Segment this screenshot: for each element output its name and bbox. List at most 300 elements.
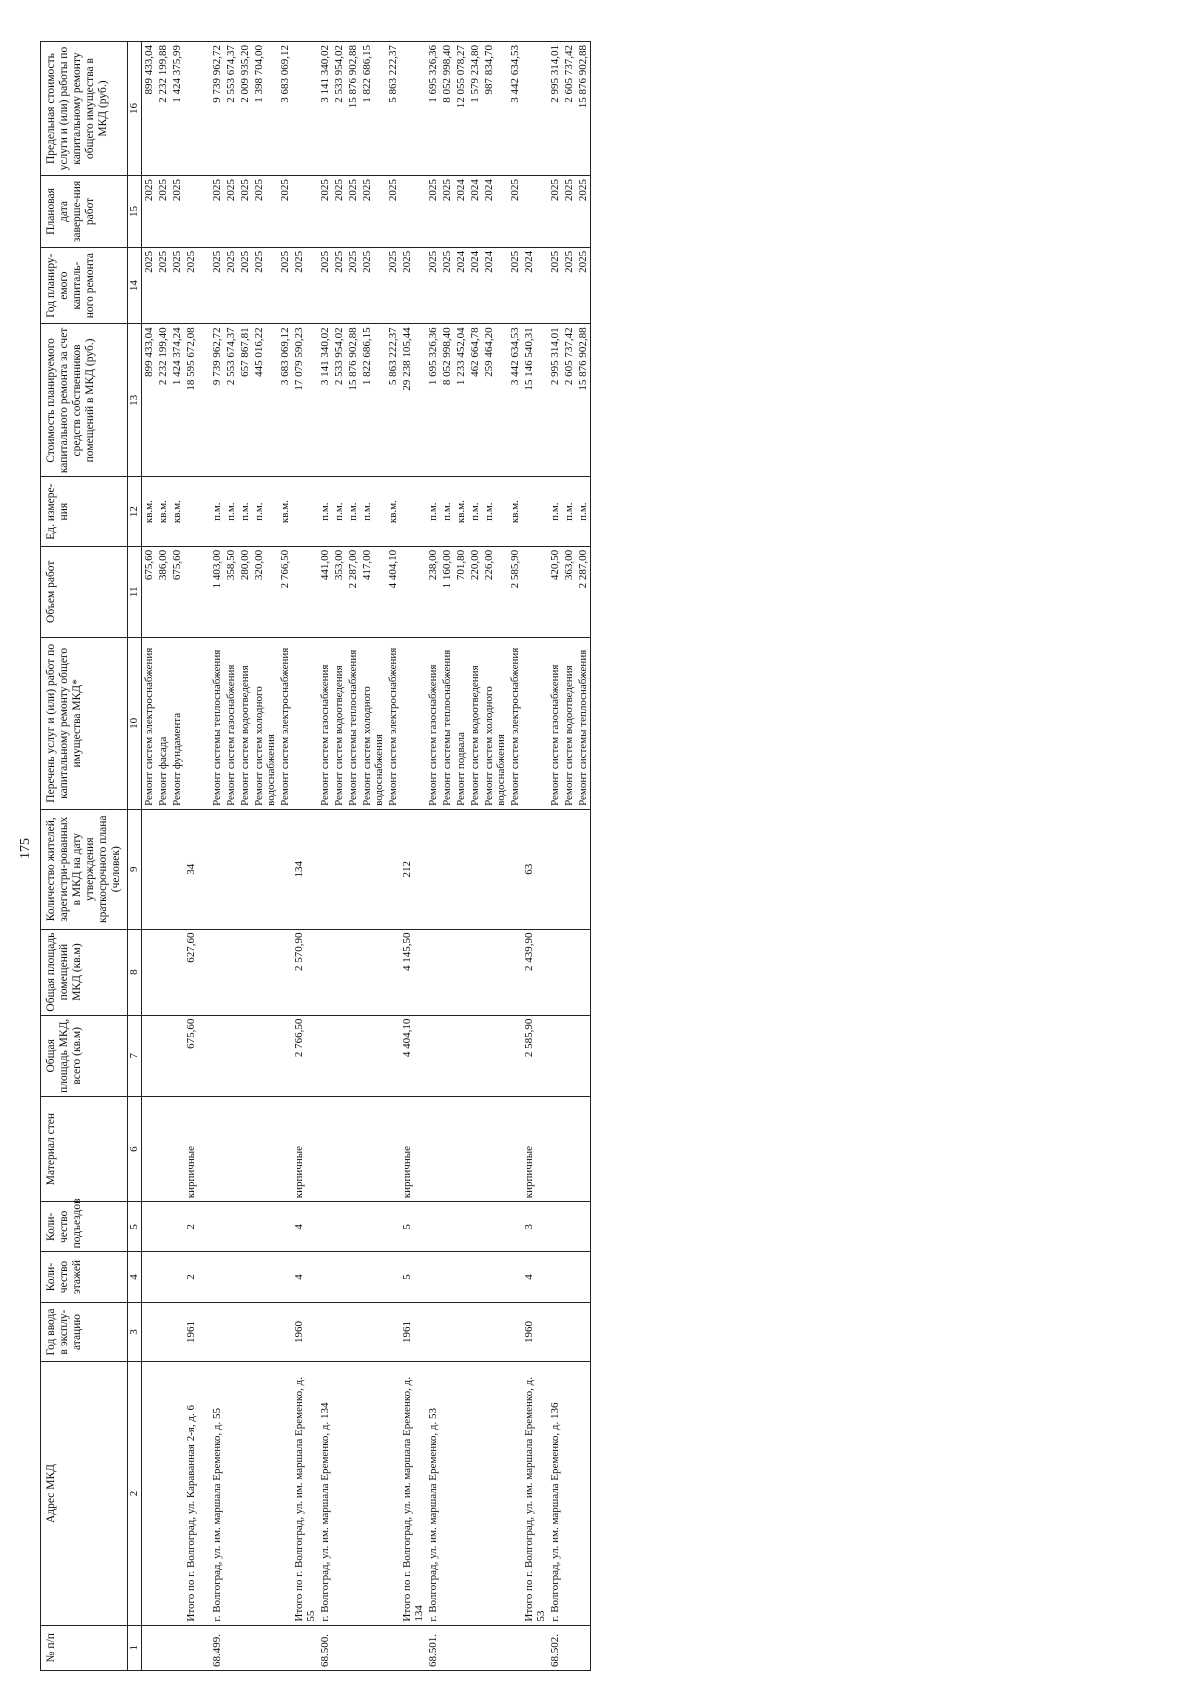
table-cell xyxy=(468,1362,482,1625)
table-row xyxy=(482,42,508,1671)
table-cell xyxy=(400,176,426,248)
table-cell xyxy=(468,929,482,1015)
table-row xyxy=(454,42,468,1671)
table-cell xyxy=(292,546,318,637)
table-cell xyxy=(508,1625,522,1670)
table-cell xyxy=(562,1015,576,1096)
table-cell: 462 664,78 xyxy=(468,324,482,477)
column-header-9: Количество жителей, зарегистри-рованных в МКД на дату утверждения краткосрочного плана (человек) xyxy=(41,809,128,929)
table-cell xyxy=(548,1302,562,1362)
table-cell xyxy=(332,1362,346,1625)
table-cell xyxy=(548,929,562,1015)
table-cell: 4 xyxy=(292,1252,318,1302)
column-number-5: 5 xyxy=(128,1202,142,1252)
table-cell: 2 xyxy=(184,1252,210,1302)
table-cell: кв.м. xyxy=(386,477,400,546)
table-cell: 212 xyxy=(400,809,426,929)
table-cell xyxy=(346,1015,360,1096)
table-cell: 386,00 xyxy=(156,546,170,637)
table-cell: 2025 xyxy=(426,247,440,324)
table-cell: п.м. xyxy=(346,477,360,546)
column-number-6: 6 xyxy=(128,1096,142,1201)
table-cell xyxy=(360,1302,386,1362)
table-cell xyxy=(522,176,548,248)
table-cell: 2 232 199,88 xyxy=(156,42,170,176)
table-cell: 2025 xyxy=(252,176,278,248)
table-cell xyxy=(184,1625,210,1670)
table-cell xyxy=(576,1202,591,1252)
table-cell: 1 695 326,36 xyxy=(426,42,440,176)
table-cell xyxy=(548,1015,562,1096)
table-cell: кирпичные xyxy=(184,1096,210,1201)
table-cell: 2025 xyxy=(562,176,576,248)
table-cell: 2025 xyxy=(210,247,224,324)
table-cell xyxy=(562,1202,576,1252)
table-cell: 2 585,90 xyxy=(522,1015,548,1096)
table-cell: кирпичные xyxy=(292,1096,318,1201)
table-cell: Итого по г. Волгоград, ул. Караванная 2-я, д. 6 xyxy=(184,1362,210,1625)
table-cell xyxy=(562,1302,576,1362)
table-cell: 320,00 xyxy=(252,546,278,637)
table-cell: 1 424 375,99 xyxy=(170,42,184,176)
table-row xyxy=(238,42,252,1671)
table-cell: Ремонт систем газоснабжения xyxy=(426,637,440,809)
table-cell xyxy=(576,1015,591,1096)
column-header-3: Год ввода в эксплу-атацию xyxy=(41,1302,128,1362)
table-cell xyxy=(292,176,318,248)
table-cell xyxy=(278,1362,292,1625)
table-cell: 2025 xyxy=(386,176,400,248)
table-cell xyxy=(184,637,210,809)
table-cell: 899 433,04 xyxy=(142,42,157,176)
table-cell: 2025 xyxy=(346,176,360,248)
table-cell xyxy=(454,1625,468,1670)
table-cell xyxy=(156,1625,170,1670)
table-cell xyxy=(440,1252,454,1302)
table-cell xyxy=(386,929,400,1015)
table-cell: 8 052 998,40 xyxy=(440,42,454,176)
table-cell xyxy=(346,1252,360,1302)
table-cell xyxy=(482,929,508,1015)
table-cell: 2025 xyxy=(252,247,278,324)
table-cell xyxy=(508,1362,522,1625)
table-cell xyxy=(360,1362,386,1625)
table-cell: 2025 xyxy=(170,176,184,248)
table-cell: г. Волгоград, ул. им. маршала Еременко, д. 55 xyxy=(210,1362,224,1625)
table-cell xyxy=(400,1625,426,1670)
table-cell xyxy=(238,1096,252,1201)
table-cell xyxy=(224,1202,238,1252)
table-row xyxy=(386,42,400,1671)
table-cell: 5 xyxy=(400,1252,426,1302)
column-header-4: Коли-чество этажей xyxy=(41,1252,128,1302)
table-cell xyxy=(238,1362,252,1625)
table-cell xyxy=(482,1096,508,1201)
table-cell xyxy=(468,809,482,929)
table-cell: 4 404,10 xyxy=(400,1015,426,1096)
table-cell xyxy=(508,1096,522,1201)
table-cell: 2 585,90 xyxy=(508,546,522,637)
table-cell xyxy=(224,809,238,929)
table-row xyxy=(508,42,522,1671)
table-cell: 2 533 954,02 xyxy=(332,324,346,477)
table-cell: 68.501. xyxy=(426,1625,440,1670)
table-cell: 15 876 902,88 xyxy=(576,324,591,477)
table-cell: 1961 xyxy=(184,1302,210,1362)
table-cell xyxy=(170,1302,184,1362)
table-cell xyxy=(454,1252,468,1302)
table-cell xyxy=(386,1252,400,1302)
table-cell: 63 xyxy=(522,809,548,929)
table-cell: 2 766,50 xyxy=(278,546,292,637)
total-row xyxy=(400,42,426,1671)
table-cell: 1960 xyxy=(292,1302,318,1362)
table-cell xyxy=(142,1302,157,1362)
table-cell xyxy=(332,1096,346,1201)
table-cell: 15 876 902,88 xyxy=(346,324,360,477)
column-number-11: 11 xyxy=(128,546,142,637)
table-cell: кв.м. xyxy=(454,477,468,546)
table-cell: 2025 xyxy=(224,247,238,324)
table-cell: 4 145,50 xyxy=(400,929,426,1015)
table-cell: Итого по г. Волгоград, ул. им. маршала Еременко, д. 53 xyxy=(522,1362,548,1625)
table-cell: 2 605 737,42 xyxy=(562,324,576,477)
table-cell xyxy=(482,1625,508,1670)
column-number-13: 13 xyxy=(128,324,142,477)
table-cell xyxy=(360,1096,386,1201)
table-cell: 2 766,50 xyxy=(292,1015,318,1096)
table-cell xyxy=(252,1015,278,1096)
table-cell xyxy=(562,929,576,1015)
table-cell: 2025 xyxy=(292,247,318,324)
table-cell: 226,00 xyxy=(482,546,508,637)
table-cell xyxy=(346,809,360,929)
table-cell: 2 995 314,01 xyxy=(548,324,562,477)
table-cell xyxy=(170,929,184,1015)
table-row xyxy=(318,42,332,1671)
table-cell xyxy=(482,1362,508,1625)
table-cell xyxy=(332,929,346,1015)
table-cell: 1 424 374,24 xyxy=(170,324,184,477)
table-cell: п.м. xyxy=(332,477,346,546)
total-row xyxy=(522,42,548,1671)
table-cell: 15 876 902,88 xyxy=(346,42,360,176)
table-cell xyxy=(576,1252,591,1302)
table-cell xyxy=(548,1252,562,1302)
table-cell: 3 141 340,02 xyxy=(318,324,332,477)
table-cell: п.м. xyxy=(224,477,238,546)
table-cell: кирпичные xyxy=(400,1096,426,1201)
table-cell: 701,80 xyxy=(454,546,468,637)
table-cell: 1 160,00 xyxy=(440,546,454,637)
table-cell xyxy=(454,1362,468,1625)
table-row xyxy=(346,42,360,1671)
table-row xyxy=(548,42,562,1671)
table-cell xyxy=(238,1302,252,1362)
column-number-2: 2 xyxy=(128,1362,142,1625)
table-header-row xyxy=(41,42,128,1671)
table-cell xyxy=(426,1202,440,1252)
table-cell xyxy=(440,1096,454,1201)
table-cell: г. Волгоград, ул. им. маршала Еременко, д. 136 xyxy=(548,1362,562,1625)
table-cell xyxy=(278,1252,292,1302)
table-cell xyxy=(468,1252,482,1302)
table-cell: 29 238 105,44 xyxy=(400,324,426,477)
table-cell xyxy=(562,1252,576,1302)
table-cell xyxy=(170,1625,184,1670)
page-number: 175 xyxy=(18,838,33,859)
table-cell xyxy=(318,1202,332,1252)
table-cell: 1 403,00 xyxy=(210,546,224,637)
table-cell: Ремонт систем электроснабжения xyxy=(386,637,400,809)
table-cell xyxy=(278,1096,292,1201)
table-cell xyxy=(224,1015,238,1096)
table-cell xyxy=(360,929,386,1015)
table-cell: 2025 xyxy=(170,247,184,324)
table-cell xyxy=(210,1252,224,1302)
table-cell xyxy=(238,1202,252,1252)
table-cell xyxy=(252,1625,278,1670)
table-cell xyxy=(386,809,400,929)
table-cell xyxy=(508,1202,522,1252)
table-cell xyxy=(318,809,332,929)
table-cell: п.м. xyxy=(440,477,454,546)
column-header-12: Ед. измере-ния xyxy=(41,477,128,546)
table-cell xyxy=(482,1202,508,1252)
table-cell: 3 442 634,53 xyxy=(508,324,522,477)
column-header-7: Общая площадь МКД, всего (кв.м) xyxy=(41,1015,128,1096)
table-cell: Итого по г. Волгоград, ул. им. маршала Еременко, д. 134 xyxy=(400,1362,426,1625)
column-number-9: 9 xyxy=(128,809,142,929)
table-cell xyxy=(238,1252,252,1302)
table-cell: 2 995 314,01 xyxy=(548,42,562,176)
table-cell: 2 xyxy=(184,1202,210,1252)
table-cell: 9 739 962,72 xyxy=(210,42,224,176)
table-cell: п.м. xyxy=(360,477,386,546)
table-cell: Ремонт систем газоснабжения xyxy=(548,637,562,809)
table-cell xyxy=(278,929,292,1015)
column-number-3: 3 xyxy=(128,1302,142,1362)
table-cell xyxy=(508,1302,522,1362)
table-cell: 2025 xyxy=(238,247,252,324)
table-cell xyxy=(426,1252,440,1302)
table-cell xyxy=(238,1625,252,1670)
table-cell: кв.м. xyxy=(508,477,522,546)
table-cell xyxy=(440,1015,454,1096)
table-cell xyxy=(400,42,426,176)
table-cell xyxy=(318,1096,332,1201)
table-cell xyxy=(482,1302,508,1362)
table-cell: 2025 xyxy=(184,247,210,324)
table-cell xyxy=(548,1096,562,1201)
table-cell xyxy=(292,477,318,546)
table-cell xyxy=(508,1252,522,1302)
table-cell xyxy=(508,1015,522,1096)
table-cell xyxy=(184,176,210,248)
table-cell xyxy=(386,1202,400,1252)
table-cell: 2 439,90 xyxy=(522,929,548,1015)
table-cell xyxy=(252,1096,278,1201)
table-cell: г. Волгоград, ул. им. маршала Еременко, д. 134 xyxy=(318,1362,332,1625)
table-cell xyxy=(184,546,210,637)
column-header-14: Год планиру-емого капиталь-ного ремонта xyxy=(41,247,128,324)
table-cell: 2 232 199,40 xyxy=(156,324,170,477)
table-cell xyxy=(522,1625,548,1670)
table-cell xyxy=(454,1096,468,1201)
table-cell xyxy=(210,1302,224,1362)
table-cell xyxy=(468,1096,482,1201)
table-cell: 2025 xyxy=(224,176,238,248)
table-cell: п.м. xyxy=(468,477,482,546)
column-header-2: Адрес МКД xyxy=(41,1362,128,1625)
table-cell: Ремонт систем холодного водоснабжения xyxy=(252,637,278,809)
table-cell: 2 553 674,37 xyxy=(224,42,238,176)
table-cell: 987 834,70 xyxy=(482,42,508,176)
table-cell: 2 570,90 xyxy=(292,929,318,1015)
table-cell: 4 404,10 xyxy=(386,546,400,637)
table-cell xyxy=(224,1096,238,1201)
table-cell: 2025 xyxy=(332,247,346,324)
column-number-row xyxy=(128,42,142,1671)
table-cell xyxy=(142,1625,157,1670)
table-row xyxy=(576,42,591,1671)
table-cell xyxy=(522,546,548,637)
table-cell xyxy=(142,1252,157,1302)
table-cell xyxy=(576,1362,591,1625)
table-cell xyxy=(562,809,576,929)
table-cell: 2025 xyxy=(508,247,522,324)
table-cell xyxy=(426,809,440,929)
table-cell xyxy=(454,929,468,1015)
table-cell: 899 433,04 xyxy=(142,324,157,477)
table-cell: Ремонт систем водоотведения xyxy=(468,637,482,809)
column-number-8: 8 xyxy=(128,929,142,1015)
table-cell xyxy=(142,1015,157,1096)
table-cell: 2024 xyxy=(454,176,468,248)
table-cell: Ремонт системы теплоснабжения xyxy=(346,637,360,809)
column-header-8: Общая площадь помещений МКД (кв.м) xyxy=(41,929,128,1015)
table-cell xyxy=(400,477,426,546)
table-cell xyxy=(400,546,426,637)
table-cell: 4 xyxy=(292,1202,318,1252)
table-row xyxy=(252,42,278,1671)
column-number-16: 16 xyxy=(128,42,142,176)
table-cell xyxy=(386,1015,400,1096)
table-cell xyxy=(386,1362,400,1625)
table-cell xyxy=(156,929,170,1015)
total-row xyxy=(184,42,210,1671)
table-cell: 18 595 672,08 xyxy=(184,324,210,477)
table-cell xyxy=(292,637,318,809)
table-cell xyxy=(508,809,522,929)
table-cell: 675,60 xyxy=(170,546,184,637)
table-cell: 2025 xyxy=(318,176,332,248)
table-cell: 2025 xyxy=(360,176,386,248)
table-cell xyxy=(156,809,170,929)
table-cell: 2024 xyxy=(468,176,482,248)
table-cell xyxy=(440,929,454,1015)
table-cell: 417,00 xyxy=(360,546,386,637)
table-cell: Ремонт систем газоснабжения xyxy=(224,637,238,809)
table-cell: 9 739 962,72 xyxy=(210,324,224,477)
table-cell: 2 287,00 xyxy=(576,546,591,637)
table-cell xyxy=(482,809,508,929)
table-cell xyxy=(156,1252,170,1302)
table-cell: 2025 xyxy=(346,247,360,324)
table-cell: 1 695 326,36 xyxy=(426,324,440,477)
table-row xyxy=(278,42,292,1671)
table-cell xyxy=(318,929,332,1015)
table-cell: 3 141 340,02 xyxy=(318,42,332,176)
table-cell xyxy=(252,809,278,929)
table-cell: Ремонт фасада xyxy=(156,637,170,809)
table-cell xyxy=(224,929,238,1015)
table-cell: Ремонт систем холодного водоснабжения xyxy=(360,637,386,809)
table-cell xyxy=(346,1625,360,1670)
table-cell xyxy=(156,1096,170,1201)
table-cell xyxy=(278,1015,292,1096)
table-cell: 2025 xyxy=(426,176,440,248)
table-cell xyxy=(576,1625,591,1670)
table-cell xyxy=(224,1252,238,1302)
table-cell xyxy=(238,929,252,1015)
table-cell xyxy=(156,1015,170,1096)
table-cell xyxy=(224,1362,238,1625)
table-cell: 68.502. xyxy=(548,1625,562,1670)
table-cell xyxy=(210,1015,224,1096)
column-number-12: 12 xyxy=(128,477,142,546)
table-cell xyxy=(332,1625,346,1670)
table-cell xyxy=(332,1015,346,1096)
table-cell: кв.м. xyxy=(156,477,170,546)
table-cell xyxy=(468,1302,482,1362)
table-cell: 2025 xyxy=(508,176,522,248)
table-cell xyxy=(440,1625,454,1670)
table-cell xyxy=(210,1202,224,1252)
table-cell xyxy=(548,1202,562,1252)
table-cell: 3 683 069,12 xyxy=(278,42,292,176)
table-body xyxy=(142,42,591,1671)
table-cell: 2025 xyxy=(156,176,170,248)
table-cell xyxy=(426,1302,440,1362)
table-cell xyxy=(332,809,346,929)
table-cell xyxy=(346,1096,360,1201)
table-cell: 12 055 078,27 xyxy=(454,42,468,176)
table-cell: Ремонт систем водоотведения xyxy=(332,637,346,809)
table-cell xyxy=(318,1302,332,1362)
table-cell xyxy=(440,809,454,929)
table-cell: 15 146 540,31 xyxy=(522,324,548,477)
table-cell xyxy=(252,1362,278,1625)
table-row xyxy=(426,42,440,1671)
table-cell xyxy=(142,1096,157,1201)
table-cell xyxy=(562,1362,576,1625)
table-cell xyxy=(360,1625,386,1670)
table-cell xyxy=(278,809,292,929)
table-cell: 5 863 222,37 xyxy=(386,42,400,176)
table-cell: п.м. xyxy=(576,477,591,546)
table-cell: 220,00 xyxy=(468,546,482,637)
table-cell xyxy=(426,1015,440,1096)
column-header-11: Объем работ xyxy=(41,546,128,637)
table-cell: 5 xyxy=(400,1202,426,1252)
table-cell: 2024 xyxy=(454,247,468,324)
table-cell xyxy=(454,809,468,929)
table-cell: Ремонт систем водоотведения xyxy=(562,637,576,809)
table-cell: п.м. xyxy=(210,477,224,546)
table-cell: 5 863 222,37 xyxy=(386,324,400,477)
table-cell: 2025 xyxy=(440,247,454,324)
